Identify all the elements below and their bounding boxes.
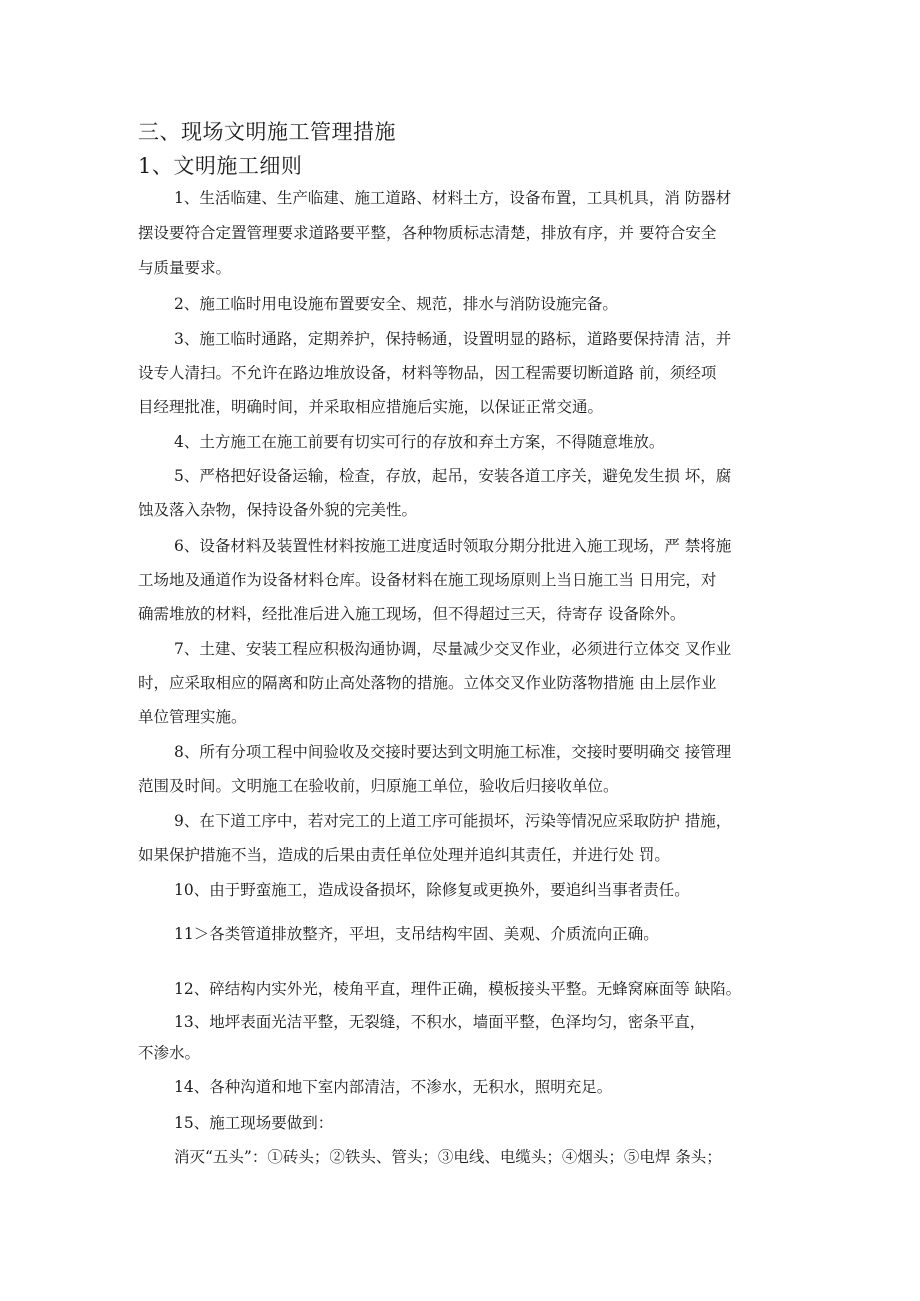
paragraph-line: 工场地及通道作为设备材料仓库。设备材料在施工现场原则上当日施工当 日用完，对 bbox=[138, 571, 717, 589]
subsection-title: 1、文明施工细则 bbox=[138, 154, 303, 178]
paragraph-line: 与质量要求。 bbox=[138, 259, 232, 277]
paragraph-line: 2、施工临时用电设施布置要安全、规范，排水与消防设施完备。 bbox=[174, 295, 618, 313]
paragraph-line: 12、碎结构内实外光，棱角平直，理件正确，模板接头平整。无蜂窝麻面等 缺陷。 bbox=[174, 980, 742, 998]
paragraph-line: 目经理批准，明确时间，并采取相应措施后实施，以保证正常交通。 bbox=[138, 398, 604, 416]
paragraph-line: 不渗水。 bbox=[138, 1044, 201, 1062]
paragraph-line: 1、生活临建、生产临建、施工道路、材料土方，设备布置，工具机具，消 防器材 bbox=[174, 189, 732, 207]
paragraph-line: 蚀及落入杂物，保持设备外貌的完美性。 bbox=[138, 501, 418, 519]
paragraph-line: 11＞各类管道排放整齐，平坦，支吊结构牢固、美观、介质流向正确。 bbox=[174, 925, 659, 943]
paragraph-line: 10、由于野蛮施工，造成设备损坏，除修复或更换外，要追纠当事者责任。 bbox=[174, 881, 690, 899]
paragraph-line: 14、各种沟道和地下室内部清洁，不渗水，无积水，照明充足。 bbox=[174, 1078, 613, 1096]
paragraph-line: 时，应采取相应的隔离和防止高处落物的措施。立体交叉作业防落物措施 由上层作业 bbox=[138, 674, 717, 692]
paragraph-line: 7、土建、安装工程应积极沟通协调，尽量减少交叉作业，必须进行立体交 叉作业 bbox=[174, 640, 732, 658]
paragraph-line: 15、施工现场要做到： bbox=[174, 1114, 334, 1132]
paragraph-line: 摆设要符合定置管理要求道路要平整，各种物质标志清楚，排放有序，并 要符合安全 bbox=[138, 224, 717, 242]
paragraph-line: 5、严格把好设备运输，检查，存放，起吊，安装各道工序关，避免发生损 坏，腐 bbox=[174, 467, 732, 485]
paragraph-line: 单位管理实施。 bbox=[138, 708, 247, 726]
paragraph-line: 如果保护措施不当，造成的后果由责任单位处理并追纠其责任，并进行处 罚。 bbox=[138, 846, 670, 864]
section-title: 三、现场文明施工管理措施 bbox=[138, 120, 396, 144]
paragraph-line: 设专人清扫。不允许在路边堆放设备，材料等物品，因工程需要切断道路 前，须经项 bbox=[138, 364, 717, 382]
paragraph-line: 4、土方施工在施工前要有切实可行的存放和弃土方案，不得随意堆放。 bbox=[174, 433, 665, 451]
paragraph-line: 确需堆放的材料，经批准后进入施工现场，但不得超过三天，待寄存 设备除外。 bbox=[138, 605, 686, 623]
paragraph-line: 13、地坪表面光洁平整，无裂缝，不积水，墙面平整，色泽均匀，密条平直， bbox=[174, 1013, 706, 1031]
paragraph-line: 3、施工临时通路，定期养护，保持畅通，设置明显的路标，道路要保持清 洁，并 bbox=[174, 330, 732, 348]
paragraph-line: 8、所有分项工程中间验收及交接时要达到文明施工标准，交接时要明确交 接管理 bbox=[174, 743, 732, 761]
paragraph-line: 6、设备材料及装置性材料按施工进度适时领取分期分批进入施工现场，严 禁将施 bbox=[174, 537, 732, 555]
paragraph-line: 9、在下道工序中，若对完工的上道工序可能损坏，污染等情况应采取防护 措施， bbox=[174, 812, 732, 830]
paragraph-line: 范围及时间。文明施工在验收前，归原施工单位，验收后归接收单位。 bbox=[138, 777, 619, 795]
paragraph-line: 消灭“五头”：①砖头；②铁头、管头；③电线、电缆头；④烟头；⑤电焊 条头； bbox=[174, 1148, 722, 1166]
